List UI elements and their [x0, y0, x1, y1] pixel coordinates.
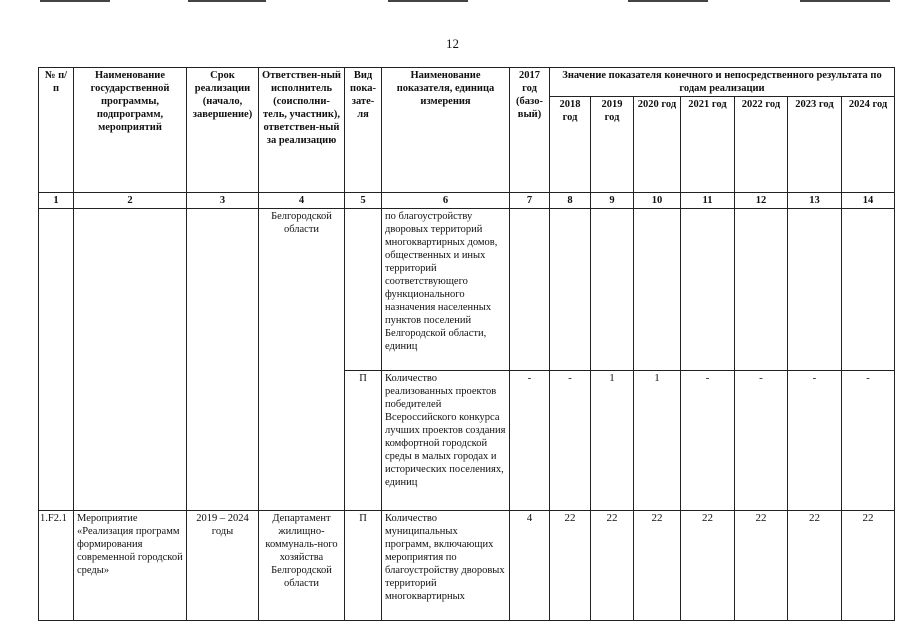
row-type	[345, 209, 382, 371]
row-name: Мероприятие «Реализация программ формирования современной городской среды»	[74, 511, 187, 621]
column-number: 3	[187, 193, 259, 209]
header-year: 2021 год	[681, 97, 735, 193]
header-year: 2022 год	[735, 97, 788, 193]
header-year: 2020 год	[634, 97, 681, 193]
header-base-year: 2017 год (базо-вый)	[510, 68, 550, 193]
row-num	[39, 209, 74, 511]
row-value: 22	[735, 511, 788, 621]
column-number: 2	[74, 193, 187, 209]
row-value: -	[735, 371, 788, 511]
row-value: 1	[634, 371, 681, 511]
column-number: 11	[681, 193, 735, 209]
column-number: 13	[788, 193, 842, 209]
row-value	[735, 209, 788, 371]
row-value: 22	[634, 511, 681, 621]
column-number: 8	[550, 193, 591, 209]
scan-top-rule	[40, 0, 110, 2]
column-number: 9	[591, 193, 634, 209]
table-row	[39, 209, 895, 371]
row-type: П	[345, 371, 382, 511]
row-value: -	[681, 371, 735, 511]
column-number: 14	[842, 193, 895, 209]
row-value	[510, 209, 550, 371]
header-num: № п/п	[39, 68, 74, 193]
row-indicator: по благоустройству дворовых территорий многоквартирных домов, общественных и иных территорий соответствующего функционального назначения населенных пунктов поселений Белгородской области, единиц	[382, 209, 510, 371]
scan-top-rule	[800, 0, 890, 2]
row-value: -	[510, 371, 550, 511]
row-value: 22	[788, 511, 842, 621]
header-indicator: Наименование показателя, единица измерения	[382, 68, 510, 193]
row-name	[74, 209, 187, 511]
column-number: 12	[735, 193, 788, 209]
row-period	[187, 209, 259, 511]
row-value: -	[842, 371, 895, 511]
row-value: 4	[510, 511, 550, 621]
row-value	[591, 209, 634, 371]
row-num: 1.F2.1	[39, 511, 74, 621]
scan-top-rule	[388, 0, 468, 2]
header-year: 2024 год	[842, 97, 895, 193]
row-type: П	[345, 511, 382, 621]
row-value: 1	[591, 371, 634, 511]
column-number: 7	[510, 193, 550, 209]
row-value	[550, 209, 591, 371]
table-row	[39, 511, 895, 621]
row-value	[842, 209, 895, 371]
row-responsible: Департамент жилищно-коммуналь-ного хозяйства Белгородской области	[259, 511, 345, 621]
column-number: 1	[39, 193, 74, 209]
row-value	[681, 209, 735, 371]
column-number: 4	[259, 193, 345, 209]
column-numbers-row	[39, 193, 895, 209]
row-period: 2019 – 2024 годы	[187, 511, 259, 621]
row-value: 22	[591, 511, 634, 621]
row-value: 22	[681, 511, 735, 621]
column-number: 6	[382, 193, 510, 209]
header-type: Вид пока-зате-ля	[345, 68, 382, 193]
header-responsible: Ответствен-ный исполнитель (соисполни-тель, участник), ответствен-ный за реализацию	[259, 68, 345, 193]
scan-top-rule	[628, 0, 708, 2]
column-number: 5	[345, 193, 382, 209]
row-responsible: Белгородской области	[259, 209, 345, 511]
row-indicator: Количество реализованных проектов победителей Всероссийского конкурса лучших проектов создания комфортной городской среды в малых городах и исторических поселениях, единиц	[382, 371, 510, 511]
header-year: 2023 год	[788, 97, 842, 193]
header-period: Срок реализации (начало, завершение)	[187, 68, 259, 193]
header-values-group: Значение показателя конечного и непосредственного результата по годам реализации	[550, 68, 895, 97]
row-indicator: Количество муниципальных программ, включающих мероприятия по благоустройству дворовых территорий многоквартирных	[382, 511, 510, 621]
row-value: 22	[842, 511, 895, 621]
page-number: 12	[446, 36, 459, 51]
row-value: -	[788, 371, 842, 511]
header-year: 2019 год	[591, 97, 634, 193]
row-value: -	[550, 371, 591, 511]
row-value: 22	[550, 511, 591, 621]
header-name: Наименование государственной программы, подпрограмм, мероприятий	[74, 68, 187, 193]
column-number: 10	[634, 193, 681, 209]
header-year: 2018 год	[550, 97, 591, 193]
scan-top-rule	[188, 0, 266, 2]
row-value	[788, 209, 842, 371]
indicators-table	[38, 67, 895, 621]
row-value	[634, 209, 681, 371]
